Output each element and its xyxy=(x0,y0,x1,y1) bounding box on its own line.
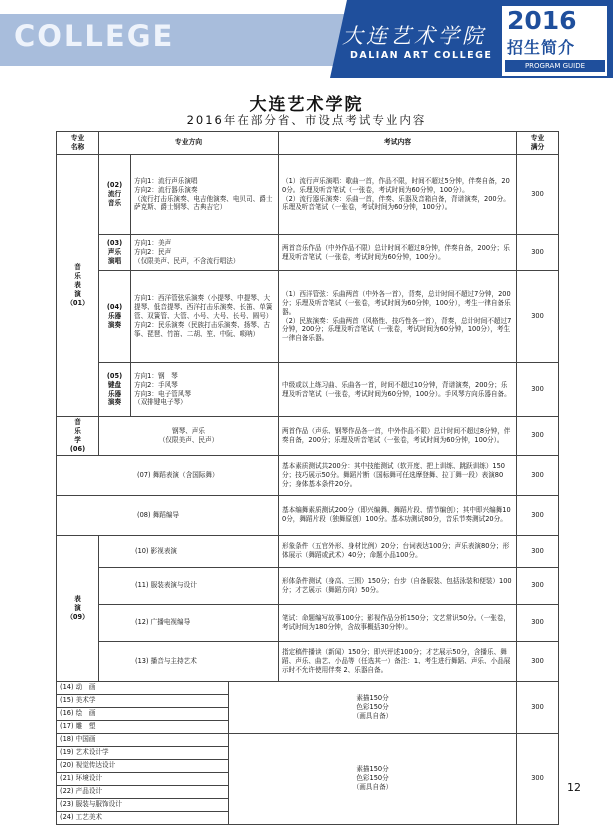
art-major-item: (19) 艺术设计学 xyxy=(57,746,229,759)
score-cell: 300 xyxy=(517,641,559,681)
score-cell: 300 xyxy=(517,155,559,235)
table-row xyxy=(57,681,559,694)
direction-cell: 方向1：西洋管弦乐演奏（小提琴、中提琴、大提琴、低音提琴、西洋打击乐演奏、长笛、单簧管、双簧管、大管、小号、大号、长号、圆号） 方向2：民乐演奏（民族打击乐演奏、扬琴、古筝、琵琶、竹笛、二胡、笙、中阮、唢呐） xyxy=(131,271,279,363)
table-row xyxy=(57,567,559,604)
direction-cell: (11) 服装表演与设计 xyxy=(99,567,279,604)
art-major-item: (23) 服装与服饰设计 xyxy=(57,798,229,811)
content-cell: （1）流行声乐演唱：歌曲一首，作品不限，时间不超过5分钟，伴奏自备，200分。乐理及听音笔试（一张卷，考试时间为60分钟，100分）。 （2）流行器乐演奏：乐曲一首，伴奏、乐器及音箱自备，背谱演奏，200分。乐理及听音笔试（一张卷，考试时间为60分钟，100分）。 xyxy=(279,155,517,235)
header-banner xyxy=(0,0,613,86)
header-content: 考试内容 xyxy=(279,132,517,155)
table-row xyxy=(57,535,559,567)
table-row xyxy=(57,641,559,681)
header-category: 专业 名称 xyxy=(57,132,99,155)
table-row xyxy=(57,417,559,456)
score-cell: 300 xyxy=(517,495,559,535)
score-cell: 300 xyxy=(517,604,559,641)
content-cell: 指定稿件播读（新闻）150分；即兴评述100分；才艺展示50分，含播乐、舞蹈、声乐、曲艺、小品等（任选其一）备注：1、考生进行舞蹈、声乐、小品展示时不允许使用伴奏 2、乐器自备。 xyxy=(279,641,517,681)
content-cell: 两首作品（声乐、钢琴作品各一首，中外作品不限）总计时间不超过8分钟，伴奏自备，200分；乐理及听音笔试（一张卷，考试时间为60分钟，100分）。 xyxy=(279,417,517,456)
table-row xyxy=(57,495,559,535)
direction-cell: (12) 广播电视编导 xyxy=(99,604,279,641)
table-row xyxy=(57,455,559,495)
direction-cell: 方向1：钢 琴 方向2：手风琴 方向3：电子管风琴 （双排键电子琴） xyxy=(131,363,279,417)
content-cell: 素描150分 色彩150分 （画具自备） xyxy=(229,681,517,733)
table-row xyxy=(57,155,559,235)
score-cell: 300 xyxy=(517,535,559,567)
art-major-item: (20) 视觉传达设计 xyxy=(57,759,229,772)
table-row xyxy=(57,235,559,271)
header-direction: 专业方向 xyxy=(99,132,279,155)
content-cell: 基本素质测试共200分：其中技能测试（软开度、把上训练、跳跃训练）150分；技巧展示50分。舞蹈片断（国标舞可任选摩登舞、拉丁舞一段）表演80分；身体基本条件20分。 xyxy=(279,455,517,495)
art-major-item: (14) 动 画 xyxy=(57,681,229,694)
sub-major: (02) 流行 音乐 xyxy=(99,155,131,235)
table-header-row xyxy=(57,132,559,155)
direction-cell: 钢琴、声乐 （仅限美声、民声） xyxy=(99,417,279,456)
category-performing: 表 演 （09） xyxy=(57,535,99,681)
table-row xyxy=(57,604,559,641)
score-cell: 300 xyxy=(517,733,559,824)
category-musicology: 音 乐 学 (06) xyxy=(57,417,99,456)
score-cell: 300 xyxy=(517,271,559,363)
score-cell: 300 xyxy=(517,417,559,456)
content-cell: 笔试：命题编写故事100分；影视作品分析150分；文艺常识50分。（一张卷，考试时间为180分钟，含故事概括30分钟）。 xyxy=(279,604,517,641)
sub-major: (04) 乐器 演奏 xyxy=(99,271,131,363)
page-subtitle: 2016年在部分省、市设点考试专业内容 xyxy=(186,113,427,127)
table-row xyxy=(57,363,559,417)
page-title: 大连艺术学院 xyxy=(249,95,364,115)
content-cell: （1）西洋管弦：乐曲两首（中外各一首），背奏，总计时间不超过7分钟，200分；乐理及听音笔试（一张卷，考试时间为60分钟，100分），考生一律自备乐器。 （2）民族演奏：乐曲两首（风格性、技巧性各一首），背奏，总计时间不超过7分钟，200分；乐理及听音笔试（一张卷，考试时间为60分钟，100分），考生一律自备乐器。 xyxy=(279,271,517,363)
exam-table xyxy=(56,131,559,825)
college-name-en: DALIAN ART COLLEGE xyxy=(350,50,493,61)
college-watermark: COLLEGE xyxy=(14,19,175,53)
direction-cell: (10) 影视表演 xyxy=(99,535,279,567)
art-major-item: (18) 中国画 xyxy=(57,733,229,746)
content-cell: 两首音乐作品（中外作品不限）总计时间不超过8分钟，伴奏自备，200分；乐理及听音笔试（一张卷，考试时间为60分钟，100分）。 xyxy=(279,235,517,271)
direction-cell: 方向1：流行声乐演唱 方向2：流行器乐演奏 （流行打击乐演奏、电吉他演奏、电贝司、爵士萨克斯、爵士钢琴、古典吉它） xyxy=(131,155,279,235)
art-major-item: (22) 产品设计 xyxy=(57,785,229,798)
score-cell: 300 xyxy=(517,455,559,495)
art-major-item: (24) 工艺美术 xyxy=(57,811,229,824)
art-major-item: (17) 雕 塑 xyxy=(57,720,229,733)
score-cell: 300 xyxy=(517,567,559,604)
table-row xyxy=(57,733,559,746)
table-row xyxy=(57,271,559,363)
guide-year: 2016 xyxy=(507,6,577,35)
direction-cell: 方向1：美声 方向2：民声 （仅限美声、民声，不含流行唱法） xyxy=(131,235,279,271)
sub-major: (05) 键盘 乐器 演奏 xyxy=(99,363,131,417)
content-cell: 形体条件测试（身高、三围）150分；台步（自备服装、包括泳装和便装）100分；才艺展示（舞蹈方向）50分。 xyxy=(279,567,517,604)
art-major-item: (16) 绘 画 xyxy=(57,707,229,720)
art-major-item: (21) 环境设计 xyxy=(57,772,229,785)
direction-cell: (08) 舞蹈编导 xyxy=(57,495,279,535)
art-major-item: (15) 美术学 xyxy=(57,694,229,707)
college-name-cn: 大连艺术学院 xyxy=(342,24,486,48)
category-music-performance: 音 乐 表 演 （01） xyxy=(57,155,99,417)
direction-cell: (07) 舞蹈表演（含国际舞） xyxy=(57,455,279,495)
page-number: 12 xyxy=(567,781,581,794)
sub-major: (03) 声乐 演唱 xyxy=(99,235,131,271)
guide-title: 招生简介 xyxy=(507,38,576,57)
content-cell: 中级或以上练习曲、乐曲各一首，时间不超过10分钟，背谱演奏，200分；乐理及听音笔试（一张卷，考试时间为60分钟，100分）。手风琴方向乐器自备。 xyxy=(279,363,517,417)
content-cell: 形象条件（五官外形、身材比例）20分；台词表达100分；声乐表演80分；形体展示（舞蹈或武术）40分；命题小品100分。 xyxy=(279,535,517,567)
program-guide-label: PROGRAM GUIDE xyxy=(505,60,605,72)
content-cell: 素描150分 色彩150分 （画具自备） xyxy=(229,733,517,824)
score-cell: 300 xyxy=(517,235,559,271)
score-cell: 300 xyxy=(517,681,559,733)
direction-cell: (13) 播音与主持艺术 xyxy=(99,641,279,681)
header-score: 专业 满分 xyxy=(517,132,559,155)
score-cell: 300 xyxy=(517,363,559,417)
content-cell: 基本编舞素质测试200分（即兴编舞、舞蹈片段、情节编创）；其中即兴编舞100分，舞蹈片段（独舞原创）100分。基本功测试80分，音乐节奏测试20分。 xyxy=(279,495,517,535)
